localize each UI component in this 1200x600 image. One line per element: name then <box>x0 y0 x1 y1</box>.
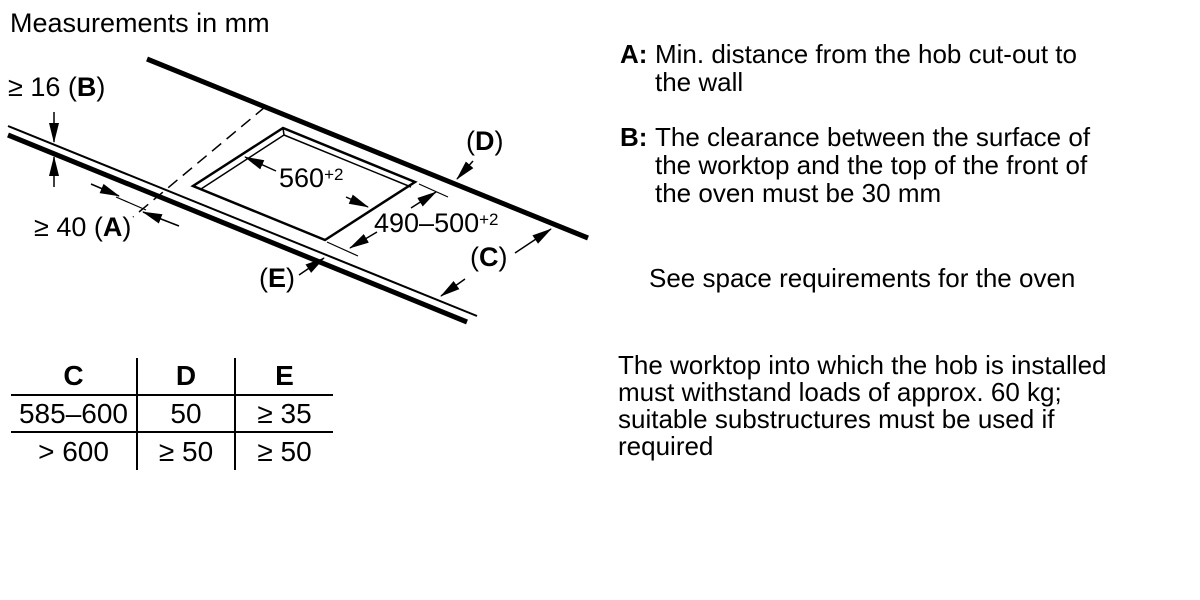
label-c-prefix: ( <box>470 242 479 272</box>
cutout-depth-value: 490–500 <box>374 208 480 238</box>
extension-line-right <box>419 184 448 197</box>
table-cell-e1: ≥ 35 <box>235 395 333 432</box>
table-cell-c1: 585–600 <box>11 395 137 432</box>
label-d <box>466 127 504 155</box>
table-cell-c2: > 600 <box>11 432 137 470</box>
table-header-d: D <box>137 358 235 395</box>
dim-b-suffix: ) <box>96 72 106 102</box>
dim-a-letter: A <box>102 212 123 242</box>
dim-a-arrow-right <box>143 212 179 226</box>
dim-a-label <box>34 213 131 241</box>
dimension-table <box>11 358 333 470</box>
cutout-width-value: 560 <box>279 163 325 193</box>
label-e-suffix: ) <box>286 263 296 293</box>
note-b-line-2: the worktop and the top of the front of <box>655 150 1088 180</box>
dim-a-suffix: ) <box>122 212 132 242</box>
see-space-note: See space requirements for the oven <box>649 263 1076 293</box>
note-a-line-1: Min. distance from the hob cut-out to <box>655 39 1077 69</box>
table-cell-d2: ≥ 50 <box>137 432 235 470</box>
label-d-letter: D <box>475 126 495 156</box>
worktop-load-line-1: The worktop into which the hob is installed <box>618 350 1107 380</box>
worktop-load-line-4: required <box>618 431 714 461</box>
dim-a-prefix: ≥ 40 ( <box>34 212 103 242</box>
extension-line-bottom <box>327 242 358 256</box>
note-a-label: A: <box>620 39 648 69</box>
note-b-label: B: <box>620 122 648 152</box>
dim-c-arrow-bottom <box>441 279 465 296</box>
label-c-letter: C <box>479 242 499 272</box>
cutout-width-tolerance: +2 <box>324 165 344 184</box>
table-cell-e2: ≥ 50 <box>257 435 312 467</box>
label-e-letter: E <box>268 263 287 293</box>
dim-a-extension-line <box>116 197 146 210</box>
table-row <box>11 395 333 432</box>
dim-b-label <box>8 73 105 101</box>
table-row <box>11 432 333 470</box>
label-d-pointer <box>457 161 473 179</box>
note-a <box>620 40 1077 96</box>
label-d-suffix: ) <box>494 126 504 156</box>
note-b-line-1: The clearance between the surface of <box>655 122 1091 152</box>
dim-depth-arrow-top <box>411 192 436 208</box>
label-e <box>259 264 295 292</box>
label-c-suffix: ) <box>498 242 508 272</box>
dim-depth-arrow-bottom <box>350 232 377 248</box>
worktop-load-note <box>618 352 1107 460</box>
label-c <box>470 243 508 271</box>
note-b-line-3: the oven must be 30 mm <box>655 178 942 208</box>
dim-b-letter: B <box>76 72 97 102</box>
page-title: Measurements in mm <box>10 8 270 38</box>
dim-a-arrow-left <box>91 184 119 196</box>
label-e-prefix: ( <box>259 263 268 293</box>
label-d-prefix: ( <box>466 126 475 156</box>
table-cell-d1: 50 <box>137 395 235 432</box>
cutout-corner-tick <box>283 128 284 135</box>
cutout-width-label <box>279 164 343 192</box>
table-header-e: E <box>235 358 333 395</box>
cutout-depth-tolerance: +2 <box>479 210 499 229</box>
dim-c-arrow-top <box>515 229 551 253</box>
dim-b-prefix: ≥ 16 ( <box>8 72 77 102</box>
worktop-load-line-3: suitable substructures must be used if <box>618 404 1055 434</box>
note-a-line-2: the wall <box>655 67 744 97</box>
table-header-c: C <box>11 358 137 395</box>
table-header-row <box>11 358 333 395</box>
cutout-depth-label <box>374 209 499 237</box>
note-b <box>620 123 1090 207</box>
worktop-load-line-2: must withstand loads of approx. 60 kg; <box>618 377 1062 407</box>
